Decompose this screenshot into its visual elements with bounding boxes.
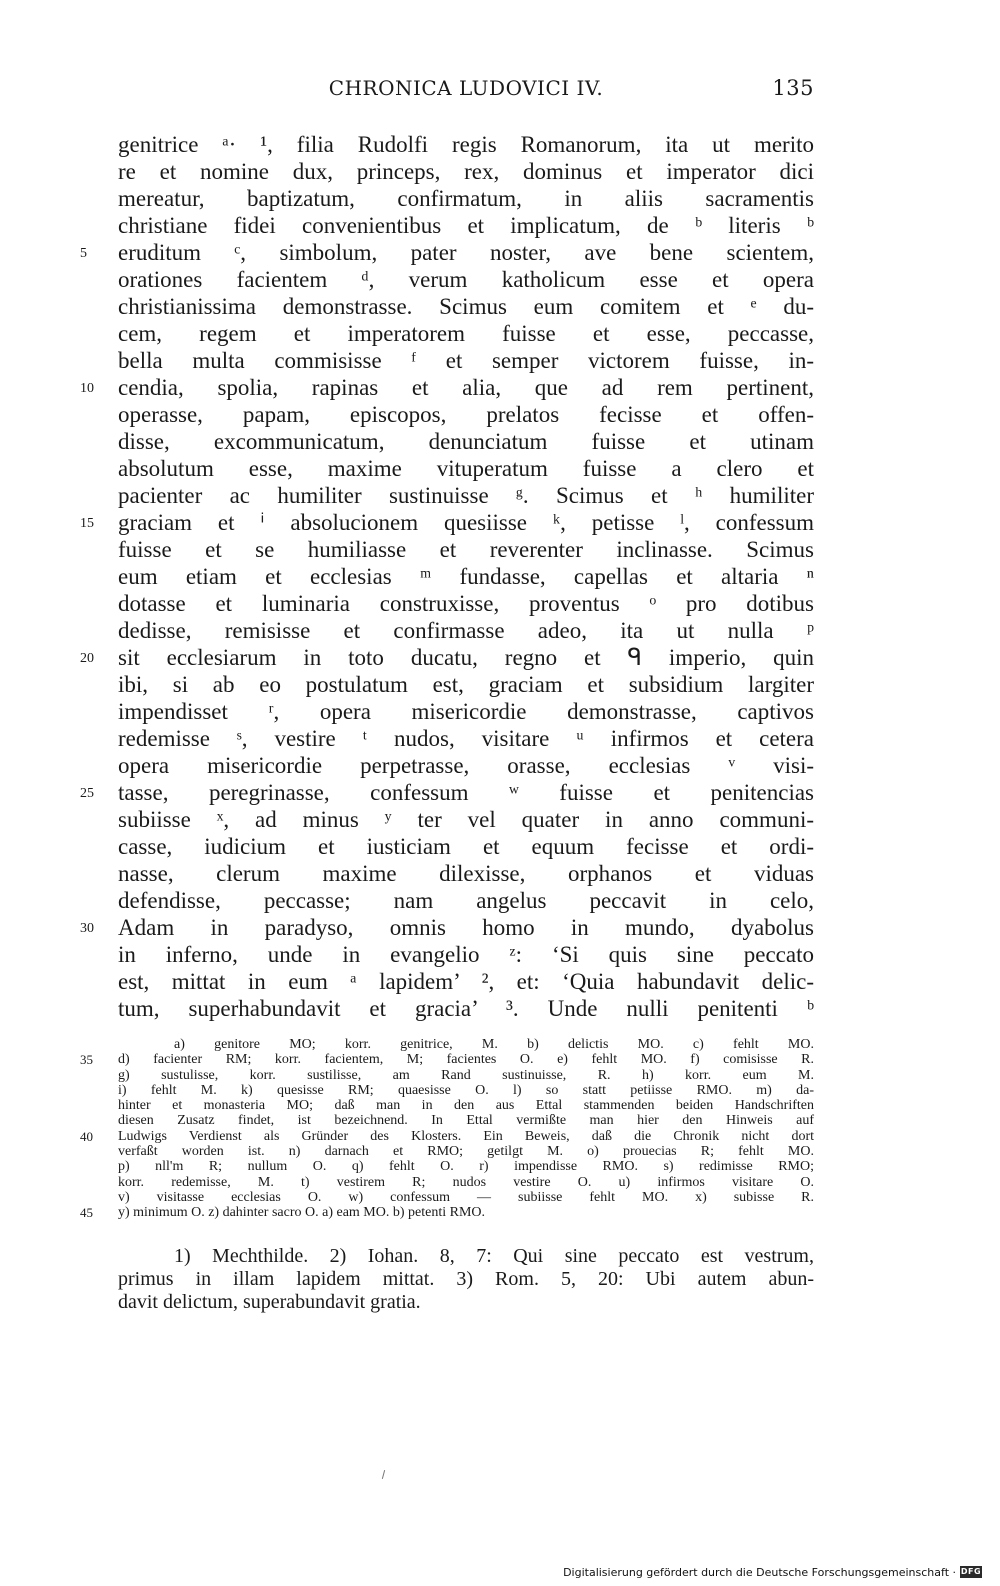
- line-number: 20: [80, 651, 94, 666]
- rline-2: [0, 1291, 1000, 1314]
- line-text: cem, regem et imperatorem fuisse et esse, peccasse,: [118, 321, 814, 346]
- line-7: [0, 320, 1000, 347]
- stray-mark: [382, 1470, 385, 1479]
- line-number: 35: [80, 1052, 93, 1068]
- line-4: [0, 239, 1000, 266]
- line-29: [0, 914, 1000, 941]
- fline-8: [0, 1159, 1000, 1174]
- fline-4: [0, 1098, 1000, 1113]
- line-26: [0, 833, 1000, 860]
- line-text: Ludwigs Verdienst als Gründer des Klosters. Ein Beweis, daß die Chronik nicht dort: [118, 1128, 814, 1144]
- line-text: g) sustulisse, korr. sustilisse, am Rand sustinuisse, R. h) korr. eum M.: [118, 1067, 814, 1083]
- fline-11: [0, 1205, 1000, 1220]
- line-6: [0, 293, 1000, 320]
- line-text: fuisse et se humiliasse et reverenter inclinasse. Scimus: [118, 537, 814, 562]
- line-15: [0, 536, 1000, 563]
- line-text: mereatur, baptizatum, confirmatum, in aliis sacramentis: [118, 186, 814, 211]
- line-text: primus in illam lapidem mittat. 3) Rom. 5, 20: Ubi autem abun-: [118, 1268, 814, 1290]
- line-number: 10: [80, 381, 94, 396]
- line-number: 30: [80, 921, 94, 936]
- line-14: [0, 509, 1000, 536]
- line-text: graciam et ⁱ absolucionem quesiisse ᵏ, petisse ˡ, confessum: [118, 510, 814, 535]
- line-text: tum, superhabundavit et gracia’ ³. Unde nulli penitenti ᵇ: [118, 996, 814, 1021]
- line-text: absolutum esse, maxime vituperatum fuisse a clero et: [118, 456, 814, 481]
- fline-9: [0, 1175, 1000, 1190]
- line-23: [0, 752, 1000, 779]
- line-text: korr. redemisse, M. t) vestirem R; nudos vestire O. u) infirmos visitare O.: [118, 1174, 814, 1190]
- line-text: eum etiam et ecclesias ᵐ fundasse, capellas et altaria ⁿ: [118, 564, 814, 589]
- line-9: [0, 374, 1000, 401]
- line-text: hinter et monasteria MO; daß man in den aus Ettal stammenden beiden Handschriften: [118, 1098, 814, 1114]
- line-text: ibi, si ab eo postulatum est, graciam et subsidium largiter: [118, 672, 814, 697]
- line-31: [0, 968, 1000, 995]
- line-13: [0, 482, 1000, 509]
- line-21: [0, 698, 1000, 725]
- line-text: diesen Zusatz findet, ist bezeichnend. In Ettal vermißte man hier den Hinweis auf: [118, 1113, 814, 1129]
- line-0: [0, 131, 1000, 158]
- line-text: v) visitasse ecclesias O. w) confessum — subiisse fehlt MO. x) subisse R.: [118, 1189, 814, 1205]
- fline-3: [0, 1083, 1000, 1098]
- line-number: 15: [80, 516, 94, 531]
- line-number: 5: [80, 246, 87, 261]
- line-11: [0, 428, 1000, 455]
- line-text: nasse, clerum maxime dilexisse, orphanos et viduas: [118, 861, 814, 886]
- line-number: 40: [80, 1128, 93, 1144]
- line-text: Adam in paradyso, omnis homo in mundo, dyabolus: [118, 915, 814, 940]
- line-10: [0, 401, 1000, 428]
- line-text: dotasse et luminaria construxisse, proventus ᵒ pro dotibus: [118, 591, 814, 616]
- fline-6: [0, 1129, 1000, 1144]
- line-number: 25: [80, 786, 94, 801]
- line-text: est, mittat in eum ᵃ lapidem’ ², et: ‘Quia habundavit delic-: [118, 969, 814, 994]
- line-text: impendisset ʳ, opera misericordie demonstrasse, captivos: [118, 699, 814, 724]
- fline-1: [0, 1052, 1000, 1067]
- line-8: [0, 347, 1000, 374]
- line-24: [0, 779, 1000, 806]
- line-text: bella multa commisisse ᶠ et semper victorem fuisse, in-: [118, 348, 814, 373]
- line-text: genitrice ᵃ· ¹, filia Rudolfi regis Romanorum, ita ut merito: [118, 132, 814, 157]
- line-text: verfaßt worden ist. n) darnach et RMO; getilgt M. o) prouecias R; fehlt MO.: [118, 1144, 814, 1160]
- line-text: i) fehlt M. k) quesisse RM; quaesisse O. l) so statt petiisse RMO. m) da-: [118, 1082, 814, 1098]
- running-title: CHRONICA LUDOVICI IV.: [328, 76, 604, 100]
- line-text: defendisse, peccasse; nam angelus peccavit in celo,: [118, 888, 814, 913]
- line-3: [0, 212, 1000, 239]
- line-17: [0, 590, 1000, 617]
- line-text: subiisse ˣ, ad minus ʸ ter vel quater in anno communi-: [118, 807, 814, 832]
- line-text: orationes facientem ᵈ, verum katholicum esse et opera: [118, 267, 814, 292]
- page-number: 135: [772, 76, 814, 100]
- rline-1: [0, 1268, 1000, 1291]
- fline-7: [0, 1144, 1000, 1159]
- line-32: [0, 995, 1000, 1022]
- line-text: dedisse, remisisse et confirmasse adeo, ita ut nulla ᵖ: [118, 618, 814, 643]
- fline-0: [0, 1037, 1000, 1052]
- line-text: pacienter ac humiliter sustinuisse ᵍ. Scimus et ʰ humiliter: [118, 483, 814, 508]
- line-text: casse, iudicium et iusticiam et equum fecisse et ordi-: [118, 834, 814, 859]
- dfg-logo-icon: DFG: [960, 1567, 982, 1576]
- footer-text: Digitalisierung gefördert durch die Deutsche Forschungsgemeinschaft ·: [563, 1565, 956, 1579]
- line-text: sit ecclesiarum in toto ducatu, regno et ᑫ imperio, quin: [118, 645, 814, 670]
- line-text: tasse, peregrinasse, confessum ʷ fuisse et penitencias: [118, 780, 814, 805]
- line-22: [0, 725, 1000, 752]
- line-5: [0, 266, 1000, 293]
- line-27: [0, 860, 1000, 887]
- line-text: operasse, papam, episcopos, prelatos fecisse et offen-: [118, 402, 814, 427]
- line-text: a) genitore MO; korr. genitrice, M. b) delictis MO. c) fehlt MO.: [174, 1037, 814, 1052]
- footer-credit: [563, 1564, 982, 1580]
- line-text: christiane fidei convenientibus et implicatum, de ᵇ literis ᵇ: [118, 213, 814, 238]
- line-text: 1) Mechthilde. 2) Iohan. 8, 7: Qui sine peccato est vestrum,: [174, 1245, 814, 1267]
- line-text: eruditum ᶜ, simbolum, pater noster, ave bene scientem,: [118, 240, 814, 265]
- running-header: [118, 76, 814, 106]
- line-12: [0, 455, 1000, 482]
- line-text: redemisse ˢ, vestire ᵗ nudos, visitare ᵘ infirmos et cetera: [118, 726, 814, 751]
- line-text: y) minimum O. z) dahinter sacro O. a) eam MO. b) petenti RMO.: [118, 1205, 486, 1221]
- fline-10: [0, 1190, 1000, 1205]
- line-16: [0, 563, 1000, 590]
- line-19: [0, 644, 1000, 671]
- fline-5: [0, 1113, 1000, 1128]
- critical-apparatus: [0, 1037, 1000, 1221]
- line-text: disse, excommunicatum, denunciatum fuisse et utinam: [118, 429, 814, 454]
- line-text: in inferno, unde in evangelio ᶻ: ‘Si quis sine peccato: [118, 942, 814, 967]
- rline-0: [0, 1245, 1000, 1268]
- line-20: [0, 671, 1000, 698]
- main-text: [0, 131, 1000, 1022]
- line-25: [0, 806, 1000, 833]
- line-2: [0, 185, 1000, 212]
- line-text: davit delictum, superabundavit gratia.: [118, 1291, 421, 1313]
- fline-2: [0, 1068, 1000, 1083]
- line-30: [0, 941, 1000, 968]
- line-text: christianissima demonstrasse. Scimus eum comitem et ᵉ du-: [118, 294, 814, 319]
- line-number: 45: [80, 1205, 93, 1221]
- line-text: opera misericordie perpetrasse, orasse, ecclesias ᵛ visi-: [118, 753, 814, 778]
- source-references: [0, 1245, 1000, 1314]
- line-1: [0, 158, 1000, 185]
- line-28: [0, 887, 1000, 914]
- line-18: [0, 617, 1000, 644]
- line-text: re et nomine dux, princeps, rex, dominus et imperator dici: [118, 159, 814, 184]
- line-text: d) facienter RM; korr. facientem, M; facientes O. e) fehlt MO. f) comisisse R.: [118, 1052, 814, 1068]
- line-text: cendia, spolia, rapinas et alia, que ad rem pertinent,: [118, 375, 814, 400]
- line-text: p) nll'm R; nullum O. q) fehlt O. r) impendisse RMO. s) redimisse RMO;: [118, 1159, 814, 1175]
